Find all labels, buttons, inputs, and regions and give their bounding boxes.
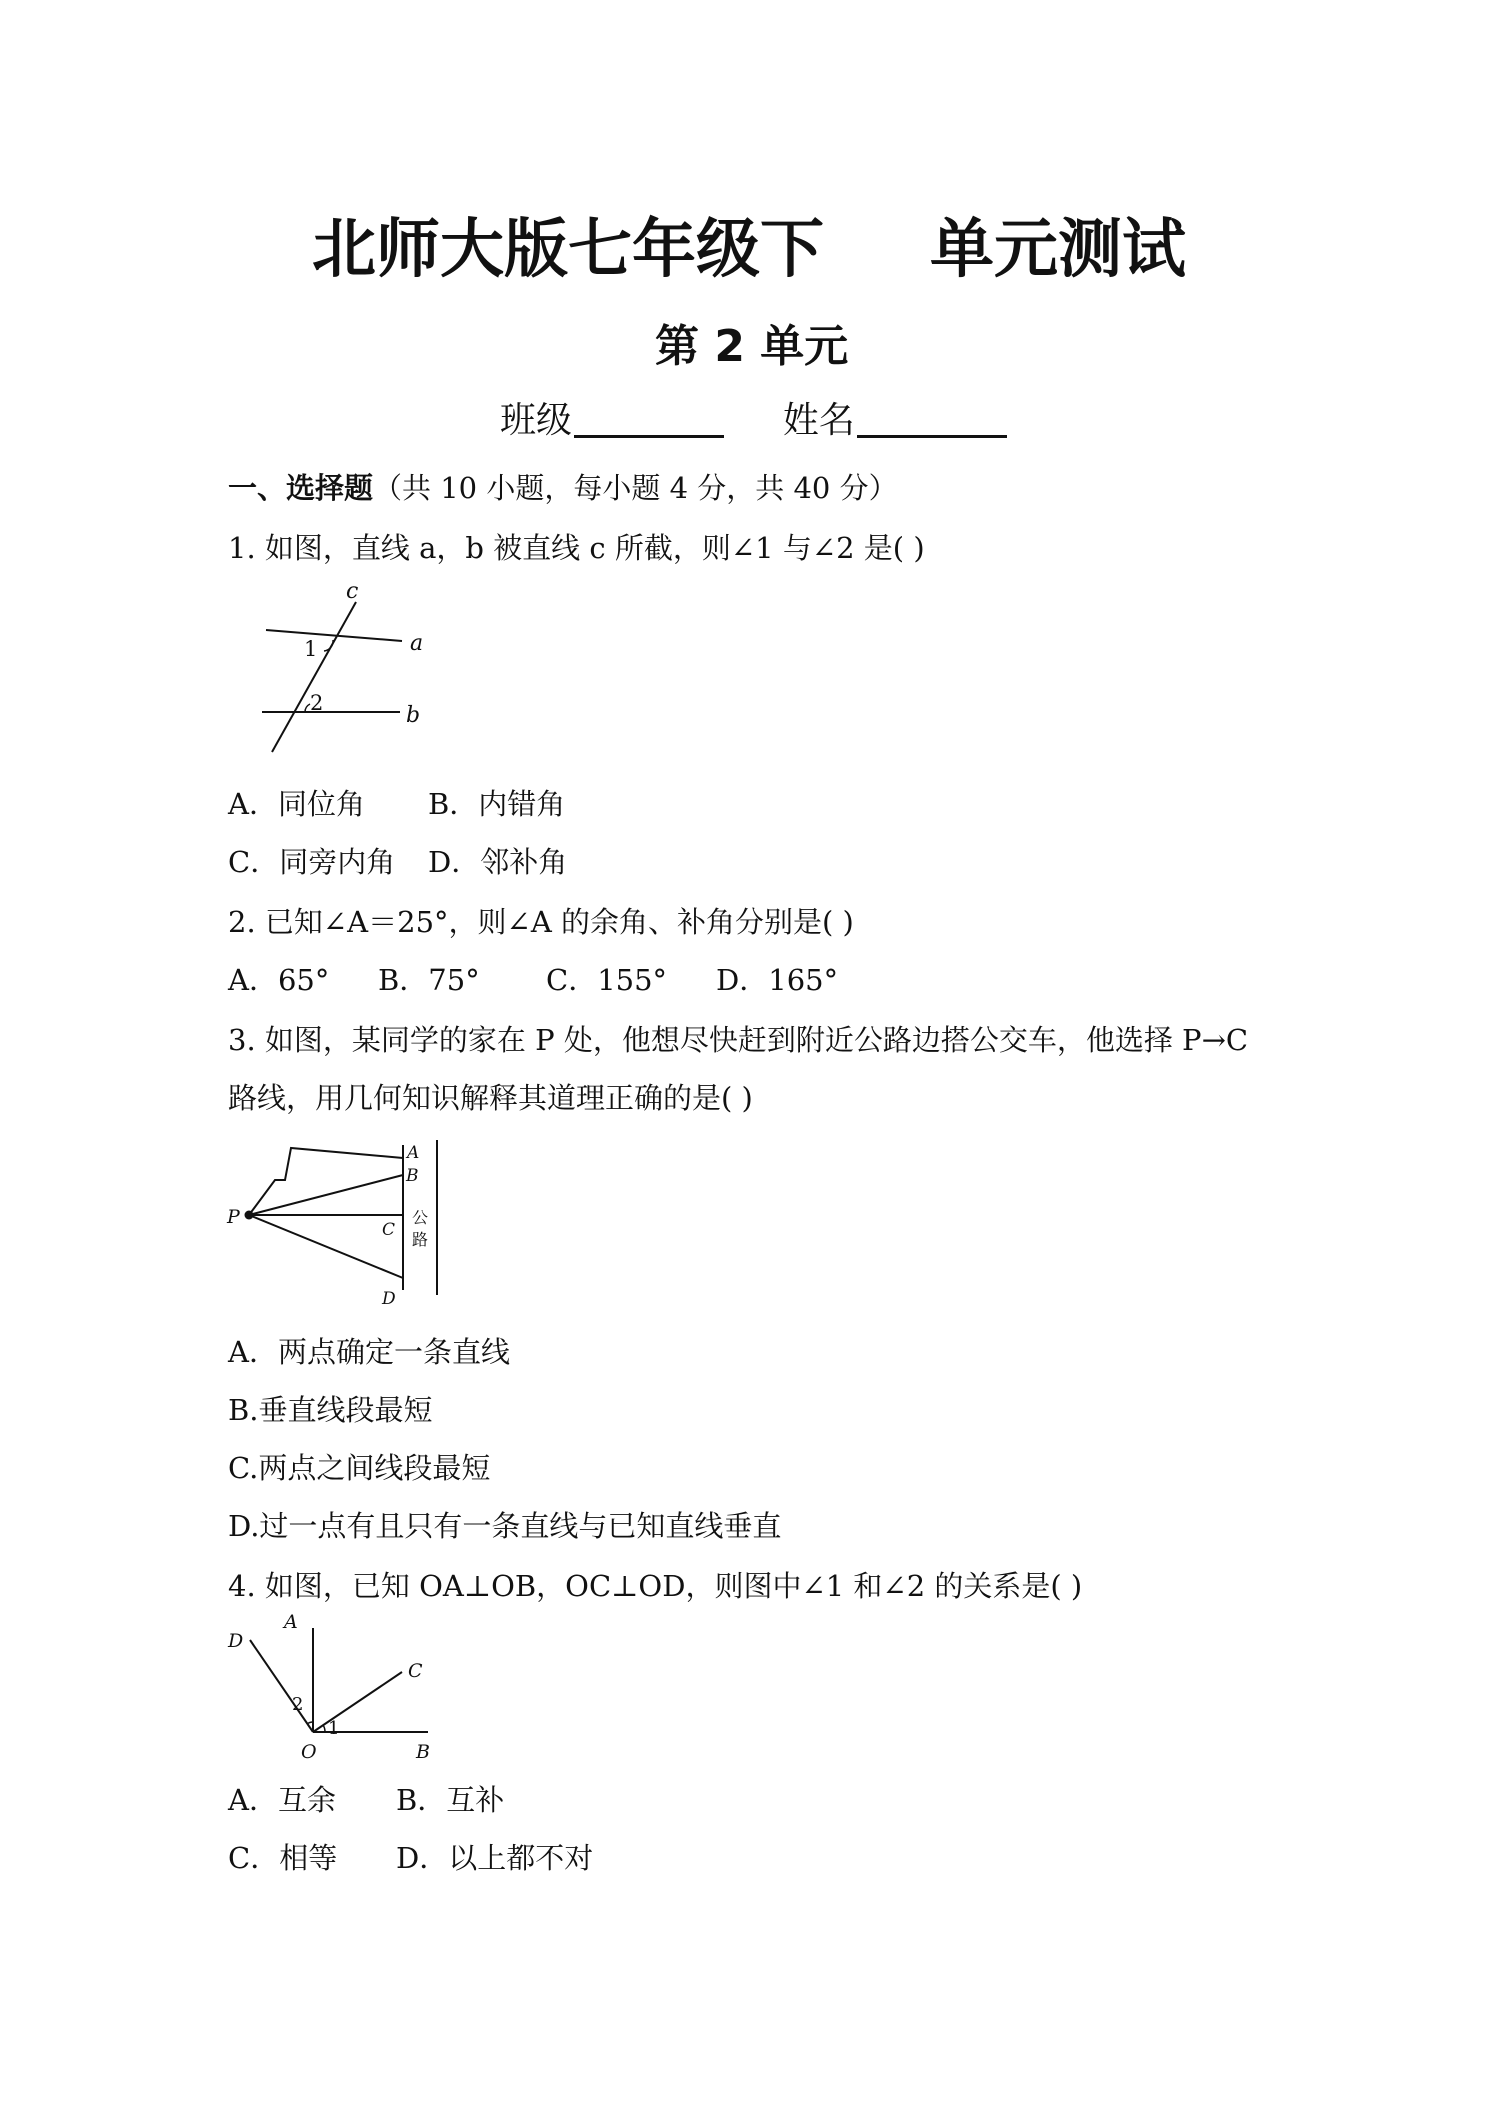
q1-figure (250, 580, 450, 760)
page-title-left: 北师大版七年级下 (312, 213, 824, 287)
unit-title: 第 2 单元 (655, 321, 849, 372)
q1-label-c: c (346, 579, 359, 604)
q2-option-b[interactable]: B．75° (378, 963, 480, 997)
q1-label-1: 1 (304, 637, 318, 661)
name-blank[interactable] (857, 401, 1007, 438)
q1-angle-1-arc (324, 640, 333, 651)
q2-option-a[interactable]: A．65° (228, 963, 330, 997)
q3-stem-line2: 路线，用几何知识解释其道理正确的是( ) (228, 1081, 753, 1115)
q3-road-label-1: 公 (412, 1208, 429, 1227)
q3-label-p: P (227, 1206, 240, 1228)
section-heading (228, 466, 898, 507)
q3-figure (225, 1135, 455, 1310)
q4-stem: 4. 如图，已知 OA⊥OB，OC⊥OD，则图中∠1 和∠2 的关系是( ) (228, 1569, 1083, 1603)
q3-label-b: B (406, 1166, 419, 1186)
q3-point-p (245, 1211, 254, 1220)
q1-label-a: a (410, 631, 424, 656)
q1-label-2: 2 (310, 691, 324, 715)
q3-label-d: D (382, 1289, 396, 1309)
q3-option-b[interactable]: B.垂直线段最短 (228, 1393, 433, 1427)
q2-options (228, 958, 838, 999)
q4-label-a: A (284, 1611, 298, 1633)
class-name-line (500, 392, 1007, 443)
class-label: 班级 (500, 400, 573, 441)
q1-options-row1 (228, 782, 565, 823)
q4-option-b[interactable]: B．互补 (396, 1783, 505, 1817)
q1-option-d[interactable]: D．邻补角 (428, 845, 568, 879)
q1-stem: 1. 如图，直线 a，b 被直线 c 所截，则∠1 与∠2 是( ) (228, 531, 925, 565)
q3-path-to-d (249, 1215, 403, 1278)
q4-option-a[interactable]: A．互余 (228, 1783, 336, 1817)
q4-ray-oc (313, 1672, 402, 1732)
q4-options-row2 (228, 1836, 593, 1877)
q4-label-2: 2 (292, 1694, 304, 1715)
q4-option-c[interactable]: C．相等 (228, 1841, 338, 1875)
q4-label-c: C (408, 1660, 423, 1682)
q3-stem-line1: 3. 如图，某同学的家在 P 处，他想尽快赶到附近公路边搭公交车，他选择 P→C (228, 1023, 1249, 1057)
q3-path-to-b (249, 1175, 403, 1215)
q4-option-d[interactable]: D．以上都不对 (396, 1841, 594, 1875)
q2-stem: 2. 已知∠A＝25°，则∠A 的余角、补角分别是( ) (228, 905, 854, 939)
section-title: 一、选择题 (228, 471, 374, 505)
q4-angle-1-arc (323, 1725, 325, 1732)
q2-option-c[interactable]: C．155° (546, 963, 668, 997)
q3-label-a: A (407, 1143, 420, 1163)
q1-label-b: b (406, 703, 421, 728)
q4-options-row1 (228, 1778, 504, 1819)
q4-figure (220, 1610, 450, 1763)
q4-ray-od (250, 1640, 313, 1732)
page-title-right: 单元测试 (930, 213, 1186, 287)
q1-line-c (272, 602, 356, 752)
q4-label-b: B (416, 1741, 430, 1763)
q4-label-o: O (301, 1741, 317, 1763)
q3-option-d[interactable]: D.过一点有且只有一条直线与已知直线垂直 (228, 1509, 782, 1543)
class-blank[interactable] (574, 401, 724, 438)
q1-option-b[interactable]: B．内错角 (428, 787, 566, 821)
q1-option-c[interactable]: C．同旁内角 (228, 845, 396, 879)
q1-options-row2 (228, 840, 567, 881)
q3-option-c[interactable]: C.两点之间线段最短 (228, 1451, 491, 1485)
q4-label-d: D (228, 1630, 244, 1652)
section-note: （共 10 小题，每小题 4 分，共 40 分） (373, 471, 898, 505)
q3-road-label-2: 路 (412, 1230, 429, 1249)
q3-label-c: C (382, 1220, 396, 1240)
q1-option-a[interactable]: A．同位角 (228, 787, 365, 821)
q3-option-a[interactable]: A．两点确定一条直线 (228, 1335, 510, 1369)
name-label: 姓名 (782, 400, 855, 441)
q4-label-1: 1 (328, 1718, 340, 1739)
q2-option-d[interactable]: D．165° (716, 963, 839, 997)
